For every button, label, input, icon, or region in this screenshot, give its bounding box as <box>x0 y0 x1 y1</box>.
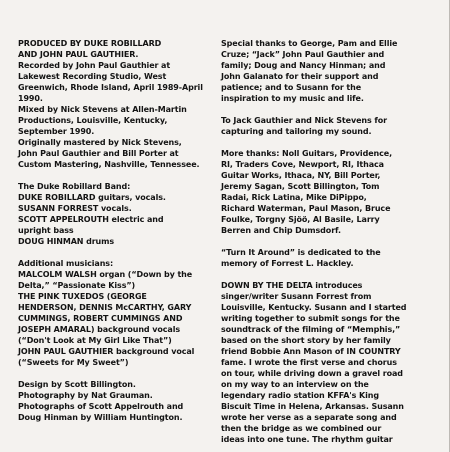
text-line: Cruze; “Jack” John Paul Gauthier and <box>221 50 385 59</box>
text-line: (“Don't Look at My Girl Like That”) <box>18 336 172 345</box>
text-line: To Jack Gauthier and Nick Stevens for <box>221 116 387 125</box>
text-line: inspiration to my music and life. <box>221 94 364 103</box>
text-line: RI, Traders Cove, Newport, RI, Ithaca <box>221 160 384 169</box>
production-credits <box>18 38 218 170</box>
text-line: upright bass <box>18 226 74 235</box>
text-line: on tour, while driving down a gravel road <box>221 369 403 378</box>
text-line: PRODUCED BY DUKE ROBILLARD <box>18 39 162 48</box>
text-line: Custom Mastering, Nashville, Tennessee. <box>18 160 200 169</box>
text-line: SCOTT APPELROUTH electric and <box>18 215 164 224</box>
text-line: capturing and tailoring my sound. <box>221 127 372 136</box>
album-story <box>221 280 425 445</box>
text-line: on my way to an interview on the <box>221 380 369 389</box>
text-line: “Turn It Around” is dedicated to the <box>221 248 381 257</box>
left-column <box>18 38 218 423</box>
text-line: DUKE ROBILLARD guitars, vocals. <box>18 193 166 202</box>
text-line: legendary radio station KFFA's King <box>221 391 379 400</box>
text-line: Greenwich, Rhode Island, April 1989-April <box>18 83 203 92</box>
text-line: JOSEPH AMARAL) background vocals <box>18 325 180 334</box>
band-lineup <box>18 181 218 247</box>
text-line: Delta,” “Passionate Kiss”) <box>18 281 136 290</box>
text-line: friend Bobbie Ann Mason of IN COUNTRY <box>221 347 401 356</box>
text-line: family; Doug and Nancy Hinman; and <box>221 61 386 70</box>
paragraph-gap <box>18 247 218 258</box>
text-line: More thanks: Noll Guitars, Providence, <box>221 149 393 158</box>
text-line: The Duke Robillard Band: <box>18 182 131 191</box>
text-line: AND JOHN PAUL GAUTHIER. <box>18 50 139 59</box>
text-line: September 1990. <box>18 127 95 136</box>
text-line: wrote her verse as a separate song and <box>221 413 397 422</box>
text-line: Jeremy Sagan, Scott Billington, Tom <box>221 182 380 191</box>
text-line: soundtrack of the filming of “Memphis,” <box>221 325 401 334</box>
engineer-thanks <box>221 115 425 137</box>
text-line: DOWN BY THE DELTA introduces <box>221 281 363 290</box>
text-line: John Galanato for their support and <box>221 72 379 81</box>
text-line: Photography by Nat Grauman. <box>18 391 153 400</box>
text-line: Mixed by Nick Stevens at Allen-Martin <box>18 105 187 114</box>
text-line: singer/writer Susann Forrest from <box>221 292 372 301</box>
text-line: Richard Waterman, Paul Mason, Bruce <box>221 204 391 213</box>
paragraph-gap <box>221 236 425 247</box>
design-credits <box>18 379 218 423</box>
paragraph-gap <box>221 137 425 148</box>
text-line: fame. I wrote the first verse and chorus <box>221 358 397 367</box>
text-line: then the bridge as we combined our <box>221 424 382 433</box>
text-line: Biscuit Time in Helena, Arkansas. Susann <box>221 402 404 411</box>
paragraph-gap <box>18 368 218 379</box>
special-thanks <box>221 38 425 104</box>
text-line: JOHN PAUL GAUTHIER background vocal <box>18 347 195 356</box>
dedication <box>221 247 425 269</box>
paragraph-gap <box>18 170 218 181</box>
text-line: Foulke, Torgny Sjöö, Al Basile, Larry <box>221 215 380 224</box>
text-line: Doug Hinman by William Huntington. <box>18 413 183 422</box>
text-line: Recorded by John Paul Gauthier at <box>18 61 171 70</box>
right-column <box>221 38 425 445</box>
additional-musicians <box>18 258 218 368</box>
text-line: SUSANN FORREST vocals. <box>18 204 132 213</box>
paragraph-gap <box>221 269 425 280</box>
text-line: Productions, Louisville, Kentucky, <box>18 116 168 125</box>
text-line: based on the short story by her family <box>221 336 391 345</box>
text-line: Originally mastered by Nick Stevens, <box>18 138 182 147</box>
text-line: Berren and Chip Dumsdorf. <box>221 226 341 235</box>
text-line: MALCOLM WALSH organ (“Down by the <box>18 270 193 279</box>
text-line: memory of Forrest L. Hackley. <box>221 259 354 268</box>
text-line: DOUG HINMAN drums <box>18 237 115 246</box>
text-line: Guitar Works, Ithaca, NY, Bill Porter, <box>221 171 381 180</box>
text-line: (“Sweets for My Sweet”) <box>18 358 129 367</box>
text-line: Radai, Rick Latina, Mike DiPippo, <box>221 193 367 202</box>
text-line: John Paul Gauthier and Bill Porter at <box>18 149 179 158</box>
text-line: Photographs of Scott Appelrouth and <box>18 402 184 411</box>
text-line: Special thanks to George, Pam and Ellie <box>221 39 398 48</box>
text-line: Additional musicians: <box>18 259 114 268</box>
text-line: ideas into one tune. The rhythm guitar <box>221 435 393 444</box>
text-line: HENDERSON, DENNIS McCARTHY, GARY <box>18 303 192 312</box>
paragraph-gap <box>221 104 425 115</box>
text-line: 1990. <box>18 94 43 103</box>
text-line: CUMMINGS, ROBERT CUMMINGS AND <box>18 314 183 323</box>
text-line: Design by Scott Billington. <box>18 380 136 389</box>
text-line: Lakewest Recording Studio, West <box>18 72 167 81</box>
text-line: THE PINK TUXEDOS (GEORGE <box>18 292 147 301</box>
text-line: patience; and to Susann for the <box>221 83 362 92</box>
text-line: writing together to submit songs for the <box>221 314 400 323</box>
text-line: Louisville, Kentucky. Susann and I started <box>221 303 407 312</box>
more-thanks <box>221 148 425 236</box>
